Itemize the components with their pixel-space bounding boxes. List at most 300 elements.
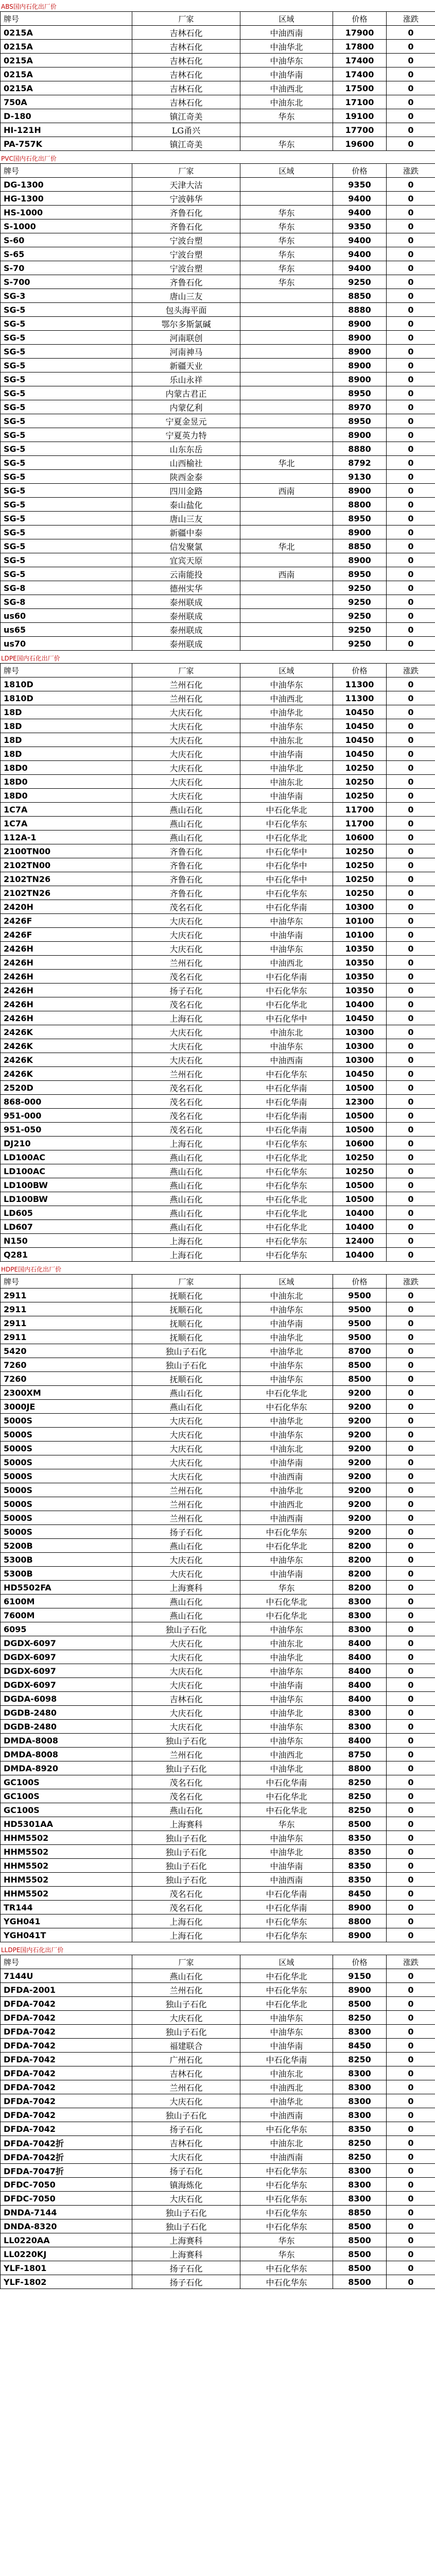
cell-producer: 兰州石化	[132, 1483, 240, 1497]
cell-producer: 上海石化	[132, 1928, 240, 1942]
cell-price: 9500	[333, 1316, 387, 1330]
cell-change: 0	[387, 970, 435, 984]
cell-region: 中油华南	[240, 747, 333, 761]
cell-price: 9400	[333, 261, 387, 275]
cell-price: 8400	[333, 1692, 387, 1706]
cell-region: 中油华南	[240, 67, 333, 81]
cell-region: 中石化华中	[240, 858, 333, 872]
cell-producer: 兰州石化	[132, 1067, 240, 1081]
header-change: 涨跌	[387, 664, 435, 677]
cell-grade: 6095	[1, 1622, 132, 1636]
cell-region: 中油华东	[240, 942, 333, 956]
cell-price: 11300	[333, 691, 387, 705]
cell-producer: 大庆石化	[132, 1414, 240, 1428]
cell-price: 8500	[333, 1997, 387, 2011]
cell-change: 0	[387, 1483, 435, 1497]
cell-region: 中石化华东	[240, 1983, 333, 1997]
cell-price: 10250	[333, 789, 387, 803]
cell-change: 0	[387, 1664, 435, 1678]
cell-region: 华北	[240, 456, 333, 470]
table-row	[1, 261, 435, 275]
cell-change: 0	[387, 733, 435, 747]
cell-change: 0	[387, 2136, 435, 2150]
cell-change: 0	[387, 1595, 435, 1608]
cell-producer: 茂名石化	[132, 1081, 240, 1095]
table-row	[1, 2164, 435, 2178]
cell-producer: 大庆石化	[132, 747, 240, 761]
cell-grade: SG-5	[1, 386, 132, 400]
cell-price: 8300	[333, 2025, 387, 2039]
cell-change: 0	[387, 1372, 435, 1386]
cell-change: 0	[387, 1428, 435, 1442]
cell-producer: 齐鲁石化	[132, 844, 240, 858]
cell-region: 华东	[240, 109, 333, 123]
header-region: 区域	[240, 1955, 333, 1969]
cell-price: 17700	[333, 123, 387, 137]
cell-change: 0	[387, 1748, 435, 1761]
table-row	[1, 817, 435, 831]
header-producer: 厂家	[132, 164, 240, 178]
cell-region	[240, 372, 333, 386]
cell-price: 8300	[333, 1720, 387, 1734]
cell-region	[240, 470, 333, 484]
table-row	[1, 761, 435, 775]
cell-price: 8850	[333, 539, 387, 553]
cell-change: 0	[387, 1289, 435, 1302]
header-region: 区域	[240, 12, 333, 26]
header-price: 价格	[333, 664, 387, 677]
cell-region: 中油华东	[240, 1831, 333, 1845]
cell-region: 中油华南	[240, 1455, 333, 1469]
cell-grade: 2426H	[1, 997, 132, 1011]
cell-grade: 112A-1	[1, 831, 132, 844]
cell-producer: 抚顺石化	[132, 1330, 240, 1344]
table-row	[1, 1109, 435, 1123]
cell-producer: 大庆石化	[132, 928, 240, 942]
cell-grade: 951-000	[1, 1109, 132, 1123]
cell-price: 19100	[333, 109, 387, 123]
cell-producer: 大庆石化	[132, 1428, 240, 1442]
cell-grade: 5000S	[1, 1483, 132, 1497]
cell-region: 中油东北	[240, 733, 333, 747]
cell-change: 0	[387, 2011, 435, 2025]
cell-producer: 抚顺石化	[132, 1316, 240, 1330]
table-row	[1, 956, 435, 970]
cell-price: 8300	[333, 1608, 387, 1622]
cell-region: 中油西南	[240, 2108, 333, 2122]
cell-region: 中油华东	[240, 54, 333, 67]
cell-region: 中石化华北	[240, 803, 333, 817]
cell-producer: 吉林石化	[132, 81, 240, 95]
cell-region: 中油华北	[240, 1845, 333, 1859]
cell-change: 0	[387, 261, 435, 275]
table-row	[1, 233, 435, 247]
table-row	[1, 442, 435, 456]
cell-change: 0	[387, 123, 435, 137]
cell-grade: HS-1000	[1, 206, 132, 219]
cell-region	[240, 303, 333, 317]
table-row	[1, 1803, 435, 1817]
cell-region: 中油西北	[240, 81, 333, 95]
table-row	[1, 498, 435, 512]
table-row	[1, 386, 435, 400]
cell-price: 10500	[333, 1192, 387, 1206]
cell-price: 17800	[333, 40, 387, 54]
cell-change: 0	[387, 858, 435, 872]
cell-producer: 大庆石化	[132, 719, 240, 733]
cell-grade: LL0220AA	[1, 2233, 132, 2247]
cell-price: 10350	[333, 956, 387, 970]
cell-grade: HD5502FA	[1, 1581, 132, 1595]
table-row	[1, 1039, 435, 1053]
cell-producer: 上海石化	[132, 1234, 240, 1248]
cell-grade: DG-1300	[1, 178, 132, 192]
table-row	[1, 2066, 435, 2080]
cell-producer: 燕山石化	[132, 1539, 240, 1553]
cell-grade: SG-5	[1, 428, 132, 442]
cell-producer: 宜宾天原	[132, 553, 240, 567]
table-row	[1, 1011, 435, 1025]
cell-price: 8450	[333, 1887, 387, 1901]
cell-change: 0	[387, 1887, 435, 1901]
cell-region: 中油华东	[240, 914, 333, 928]
header-change: 涨跌	[387, 1955, 435, 1969]
cell-grade: SG-5	[1, 539, 132, 553]
table-row	[1, 1220, 435, 1234]
cell-producer: 吉林石化	[132, 95, 240, 109]
cell-producer: 鄂尔多斯氯碱	[132, 317, 240, 331]
cell-producer: 镇江奇美	[132, 109, 240, 123]
cell-producer: 燕山石化	[132, 1220, 240, 1234]
cell-producer: 上海赛科	[132, 1581, 240, 1595]
cell-grade: DNDA-8320	[1, 2219, 132, 2233]
cell-price: 9200	[333, 1428, 387, 1442]
cell-producer: 大庆石化	[132, 789, 240, 803]
cell-change: 0	[387, 1248, 435, 1262]
cell-price: 8400	[333, 1650, 387, 1664]
cell-change: 0	[387, 789, 435, 803]
cell-grade: 7600M	[1, 1608, 132, 1622]
table-row	[1, 609, 435, 623]
cell-region: 中油西北	[240, 1748, 333, 1761]
cell-price: 8200	[333, 1567, 387, 1581]
cell-price: 8900	[333, 345, 387, 359]
table-row	[1, 1650, 435, 1664]
cell-region	[240, 192, 333, 206]
cell-grade: LD100AC	[1, 1150, 132, 1164]
cell-producer: 大庆石化	[132, 2094, 240, 2108]
cell-region: 华东	[240, 233, 333, 247]
cell-change: 0	[387, 498, 435, 512]
cell-grade: DFDC-7050	[1, 2178, 132, 2192]
cell-price: 9250	[333, 581, 387, 595]
cell-region: 中石化华北	[240, 997, 333, 1011]
header-change: 涨跌	[387, 12, 435, 26]
cell-change: 0	[387, 1220, 435, 1234]
cell-grade: 2102TN00	[1, 858, 132, 872]
price-section	[0, 654, 435, 1262]
cell-region: 中石化华北	[240, 1803, 333, 1817]
cell-change: 0	[387, 303, 435, 317]
cell-price: 10250	[333, 858, 387, 872]
header-grade: 牌号	[1, 12, 132, 26]
table-row	[1, 178, 435, 192]
cell-price: 9200	[333, 1386, 387, 1400]
cell-price: 10100	[333, 928, 387, 942]
table-row	[1, 400, 435, 414]
cell-change: 0	[387, 1178, 435, 1192]
section-title: LDPE国内石化出厂价	[1, 655, 60, 662]
table-row	[1, 886, 435, 900]
table-row	[1, 1178, 435, 1192]
cell-change: 0	[387, 109, 435, 123]
cell-grade: SG-5	[1, 303, 132, 317]
cell-region: 中油华北	[240, 705, 333, 719]
cell-region: 中石化华南	[240, 2053, 333, 2066]
cell-price: 9250	[333, 637, 387, 651]
cell-grade: HHM5502	[1, 1859, 132, 1873]
cell-grade: HHM5502	[1, 1873, 132, 1887]
price-section	[0, 154, 435, 651]
table-row	[1, 372, 435, 386]
table-row	[1, 1969, 435, 1983]
cell-region: 中石化华北	[240, 1150, 333, 1164]
cell-change: 0	[387, 705, 435, 719]
cell-grade: DGDX-6097	[1, 1678, 132, 1692]
cell-change: 0	[387, 1928, 435, 1942]
cell-region: 中石化华南	[240, 1775, 333, 1789]
cell-price: 8350	[333, 1845, 387, 1859]
table-row	[1, 2053, 435, 2066]
cell-producer: 大庆石化	[132, 1039, 240, 1053]
cell-change: 0	[387, 984, 435, 997]
cell-price: 8900	[333, 1928, 387, 1942]
cell-grade: S-65	[1, 247, 132, 261]
cell-producer: 兰州石化	[132, 691, 240, 705]
cell-price: 8400	[333, 1734, 387, 1748]
cell-producer: 泰山盐化	[132, 498, 240, 512]
table-row	[1, 928, 435, 942]
table-row	[1, 456, 435, 470]
cell-change: 0	[387, 1123, 435, 1137]
table-header-row	[1, 164, 435, 178]
cell-producer: 兰州石化	[132, 1983, 240, 1997]
cell-grade: DFDA-7042	[1, 2122, 132, 2136]
cell-change: 0	[387, 844, 435, 858]
table-row	[1, 1414, 435, 1428]
cell-grade: SG-5	[1, 442, 132, 456]
table-row	[1, 2192, 435, 2206]
header-price: 价格	[333, 1275, 387, 1289]
cell-change: 0	[387, 581, 435, 595]
cell-grade: SG-5	[1, 345, 132, 359]
cell-grade: 2520D	[1, 1081, 132, 1095]
cell-grade: YLF-1802	[1, 2275, 132, 2289]
cell-change: 0	[387, 2066, 435, 2080]
table-row	[1, 997, 435, 1011]
cell-producer: 宁波台塑	[132, 261, 240, 275]
cell-producer: 吉林石化	[132, 2136, 240, 2150]
cell-grade: HHM5502	[1, 1887, 132, 1901]
cell-grade: 2300XM	[1, 1386, 132, 1400]
cell-price: 10350	[333, 970, 387, 984]
cell-price: 8200	[333, 1553, 387, 1567]
header-producer: 厂家	[132, 1955, 240, 1969]
cell-producer: 内蒙古君正	[132, 386, 240, 400]
cell-grade: 5000S	[1, 1511, 132, 1525]
table-row	[1, 54, 435, 67]
cell-producer: 齐鲁石化	[132, 872, 240, 886]
cell-change: 0	[387, 1386, 435, 1400]
cell-region: 中石化华东	[240, 886, 333, 900]
cell-change: 0	[387, 1567, 435, 1581]
cell-grade: D-180	[1, 109, 132, 123]
cell-grade: 2426F	[1, 914, 132, 928]
cell-region: 中油华南	[240, 928, 333, 942]
cell-change: 0	[387, 1400, 435, 1414]
cell-producer: 燕山石化	[132, 1400, 240, 1414]
cell-change: 0	[387, 719, 435, 733]
cell-region: 中油西北	[240, 1497, 333, 1511]
cell-region: 中石化华东	[240, 2178, 333, 2192]
cell-producer: 燕山石化	[132, 1386, 240, 1400]
cell-region: 中石化华北	[240, 831, 333, 844]
cell-producer: 独山子石化	[132, 1845, 240, 1859]
cell-region: 中石化华南	[240, 970, 333, 984]
header-grade: 牌号	[1, 1955, 132, 1969]
cell-change: 0	[387, 1455, 435, 1469]
cell-change: 0	[387, 1109, 435, 1123]
cell-grade: SG-5	[1, 400, 132, 414]
cell-region: 中油华南	[240, 1316, 333, 1330]
cell-price: 10350	[333, 984, 387, 997]
cell-producer: 吉林石化	[132, 2066, 240, 2080]
cell-region: 华东	[240, 206, 333, 219]
cell-producer: 大庆石化	[132, 1636, 240, 1650]
cell-region: 中油华南	[240, 1859, 333, 1873]
table-row	[1, 872, 435, 886]
cell-grade: LL0220KJ	[1, 2247, 132, 2261]
cell-region: 中油西南	[240, 1873, 333, 1887]
table-row	[1, 581, 435, 595]
table-row	[1, 219, 435, 233]
cell-region: 中油华东	[240, 1664, 333, 1678]
header-price: 价格	[333, 1955, 387, 1969]
cell-price: 10250	[333, 844, 387, 858]
cell-grade: DGDA-6098	[1, 1692, 132, 1706]
table-row	[1, 1428, 435, 1442]
cell-change: 0	[387, 2261, 435, 2275]
cell-price: 9500	[333, 1289, 387, 1302]
cell-price: 12300	[333, 1095, 387, 1109]
cell-change: 0	[387, 1734, 435, 1748]
table-row	[1, 2039, 435, 2053]
cell-grade: YGH041	[1, 1914, 132, 1928]
cell-producer: 泰州联成	[132, 623, 240, 637]
cell-grade: 2911	[1, 1302, 132, 1316]
cell-change: 0	[387, 345, 435, 359]
cell-region: 中油华东	[240, 1622, 333, 1636]
cell-region: 中石化华东	[240, 1248, 333, 1262]
cell-change: 0	[387, 567, 435, 581]
table-row	[1, 539, 435, 553]
cell-grade: 5000S	[1, 1469, 132, 1483]
cell-producer: 大庆石化	[132, 2192, 240, 2206]
cell-change: 0	[387, 386, 435, 400]
cell-price: 10500	[333, 1081, 387, 1095]
cell-region: 中石化华中	[240, 1011, 333, 1025]
cell-producer: 大庆石化	[132, 1469, 240, 1483]
table-row	[1, 942, 435, 956]
cell-price: 8500	[333, 1358, 387, 1372]
table-row	[1, 719, 435, 733]
cell-change: 0	[387, 219, 435, 233]
header-producer: 厂家	[132, 12, 240, 26]
cell-change: 0	[387, 275, 435, 289]
cell-change: 0	[387, 1608, 435, 1622]
cell-region: 中石化华东	[240, 1234, 333, 1248]
cell-grade: DFDA-7042	[1, 1997, 132, 2011]
cell-producer: 燕山石化	[132, 817, 240, 831]
cell-producer: 宁夏金昱元	[132, 414, 240, 428]
cell-change: 0	[387, 623, 435, 637]
cell-region: 中油华北	[240, 1330, 333, 1344]
cell-producer: 上海石化	[132, 1248, 240, 1262]
cell-grade: DFDA-2001	[1, 1983, 132, 1997]
table-row	[1, 1234, 435, 1248]
cell-grade: SG-3	[1, 289, 132, 303]
cell-grade: 3000JE	[1, 1400, 132, 1414]
cell-change: 0	[387, 1983, 435, 1997]
cell-region: 华北	[240, 539, 333, 553]
table-row	[1, 1622, 435, 1636]
cell-price: 10250	[333, 775, 387, 789]
cell-grade: LD607	[1, 1220, 132, 1234]
header-region: 区域	[240, 664, 333, 677]
cell-change: 0	[387, 1316, 435, 1330]
cell-grade: DFDA-7042	[1, 2080, 132, 2094]
cell-change: 0	[387, 1817, 435, 1831]
cell-change: 0	[387, 1511, 435, 1525]
cell-price: 8500	[333, 2275, 387, 2289]
table-row	[1, 1997, 435, 2011]
cell-price: 9500	[333, 1302, 387, 1316]
cell-grade: DFDA-7042折	[1, 2136, 132, 2150]
cell-region: 中石化华东	[240, 2206, 333, 2219]
cell-grade: DFDA-7042	[1, 2011, 132, 2025]
cell-change: 0	[387, 1497, 435, 1511]
table-row	[1, 803, 435, 817]
cell-grade: Q281	[1, 1248, 132, 1262]
cell-change: 0	[387, 914, 435, 928]
cell-region: 中石化华中	[240, 872, 333, 886]
table-row	[1, 512, 435, 526]
cell-change: 0	[387, 928, 435, 942]
cell-grade: 1C7A	[1, 803, 132, 817]
cell-grade: 0215A	[1, 54, 132, 67]
cell-change: 0	[387, 1539, 435, 1553]
table-row	[1, 1539, 435, 1553]
cell-change: 0	[387, 1969, 435, 1983]
cell-producer: 扬子石化	[132, 2122, 240, 2136]
table-row	[1, 1678, 435, 1692]
cell-price: 10450	[333, 747, 387, 761]
cell-grade: 5000S	[1, 1442, 132, 1455]
cell-grade: HG-1300	[1, 192, 132, 206]
cell-price: 8900	[333, 1983, 387, 1997]
cell-region: 中油西北	[240, 691, 333, 705]
cell-producer: 茂名石化	[132, 1095, 240, 1109]
